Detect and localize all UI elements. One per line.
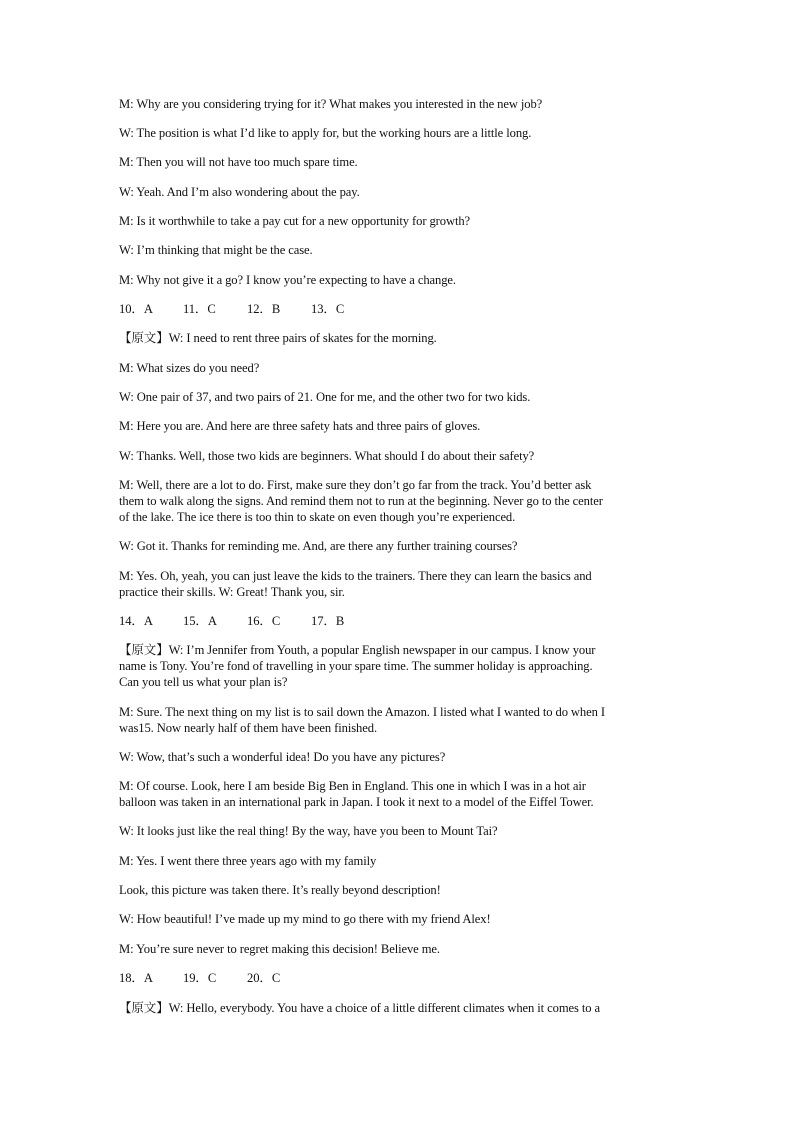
paragraph-line: M: Sure. The next thing on my list is to sail down the Amazon. I listed what I wanted to do when I [119, 705, 605, 719]
dialogue-line: M: Why not give it a go? I know you’re expecting to have a change. [119, 273, 456, 287]
paragraph-line: practice their skills. W: Great! Thank you, sir. [119, 585, 345, 599]
dialogue-line: W: I need to rent three pairs of skates for the morning. [168, 331, 437, 345]
paragraph-line: Can you tell us what your plan is? [119, 675, 288, 689]
dialogue-paragraph [119, 778, 675, 810]
answer-key [119, 301, 675, 317]
dialogue-line: M: You’re sure never to regret making this decision! Believe me. [119, 942, 440, 956]
answer: 15．A [183, 614, 217, 628]
paragraph-line [119, 642, 675, 658]
dialogue-line: M: Then you will not have too much spare time. [119, 155, 358, 169]
transcript-start [119, 1000, 675, 1016]
dialogue-line: W: One pair of 37, and two pairs of 21. One for me, and the other two for two kids. [119, 390, 531, 404]
answer: 11．C [183, 302, 216, 316]
paragraph-line: M: Of course. Look, here I am beside Big Ben in England. This one in which I was in a hot air [119, 779, 586, 793]
paragraph-line: M: Yes. Oh, yeah, you can just leave the kids to the trainers. There they can learn the basics and [119, 569, 592, 583]
dialogue-line: W: Thanks. Well, those two kids are beginners. What should I do about their safety? [119, 449, 535, 463]
original-text-tag: 【原文】 [119, 330, 169, 345]
dialogue-line: M: Here you are. And here are three safety hats and three pairs of gloves. [119, 419, 481, 433]
paragraph-text: W: I’m Jennifer from Youth, a popular English newspaper in our campus. I know your [168, 643, 596, 657]
original-text-tag: 【原文】 [119, 642, 169, 657]
answer-key [119, 970, 675, 986]
answer: 20．C [247, 971, 281, 985]
dialogue-paragraph [119, 704, 675, 736]
paragraph-line: name is Tony. You’re fond of travelling in your spare time. The summer holiday is approaching. [119, 659, 593, 673]
dialogue-line: W: Hello, everybody. You have a choice of a little different climates when it comes to a [168, 1001, 600, 1015]
answer-key [119, 613, 675, 629]
dialogue-line: W: How beautiful! I’ve made up my mind to go there with my friend Alex! [119, 912, 491, 926]
answer: 13．C [311, 302, 345, 316]
dialogue-line: M: What sizes do you need? [119, 361, 260, 375]
answer: 12．B [247, 302, 281, 316]
answer: 19．C [183, 971, 217, 985]
dialogue-line: W: It looks just like the real thing! By the way, have you been to Mount Tai? [119, 824, 498, 838]
answer: 10．A [119, 302, 153, 316]
paragraph-line: of the lake. The ice there is too thin to skate on even though you’re experienced. [119, 510, 516, 524]
dialogue-line: W: Wow, that’s such a wonderful idea! Do you have any pictures? [119, 750, 446, 764]
dialogue-paragraph [119, 477, 675, 525]
paragraph-line: balloon was taken in an international park in Japan. I took it next to a model of the Eiffel Tower. [119, 795, 594, 809]
paragraph-line: was15. Now nearly half of them have been finished. [119, 721, 377, 735]
paragraph-line: them to walk along the signs. And remind them not to run at the beginning. Never go to the center [119, 494, 603, 508]
transcript-start [119, 330, 675, 346]
dialogue-line: W: Got it. Thanks for reminding me. And, are there any further training courses? [119, 539, 518, 553]
dialogue-line: M: Yes. I went there three years ago with my family [119, 854, 377, 868]
paragraph-line: M: Well, there are a lot to do. First, make sure they don’t go far from the track. You’d better ask [119, 478, 592, 492]
dialogue-paragraph [119, 568, 675, 600]
answer: 14．A [119, 614, 153, 628]
answer: 16．C [247, 614, 281, 628]
dialogue-line: Look, this picture was taken there. It’s really beyond description! [119, 883, 441, 897]
dialogue-line: W: Yeah. And I’m also wondering about the pay. [119, 185, 360, 199]
dialogue-line: M: Why are you considering trying for it? What makes you interested in the new job? [119, 97, 543, 111]
dialogue-line: M: Is it worthwhile to take a pay cut for a new opportunity for growth? [119, 214, 471, 228]
dialogue-paragraph [119, 642, 675, 690]
dialogue-line: W: I’m thinking that might be the case. [119, 243, 313, 257]
answer: 18．A [119, 971, 153, 985]
answer: 17．B [311, 614, 345, 628]
original-text-tag: 【原文】 [119, 1000, 169, 1015]
dialogue-line: W: The position is what I’d like to apply for, but the working hours are a little long. [119, 126, 532, 140]
